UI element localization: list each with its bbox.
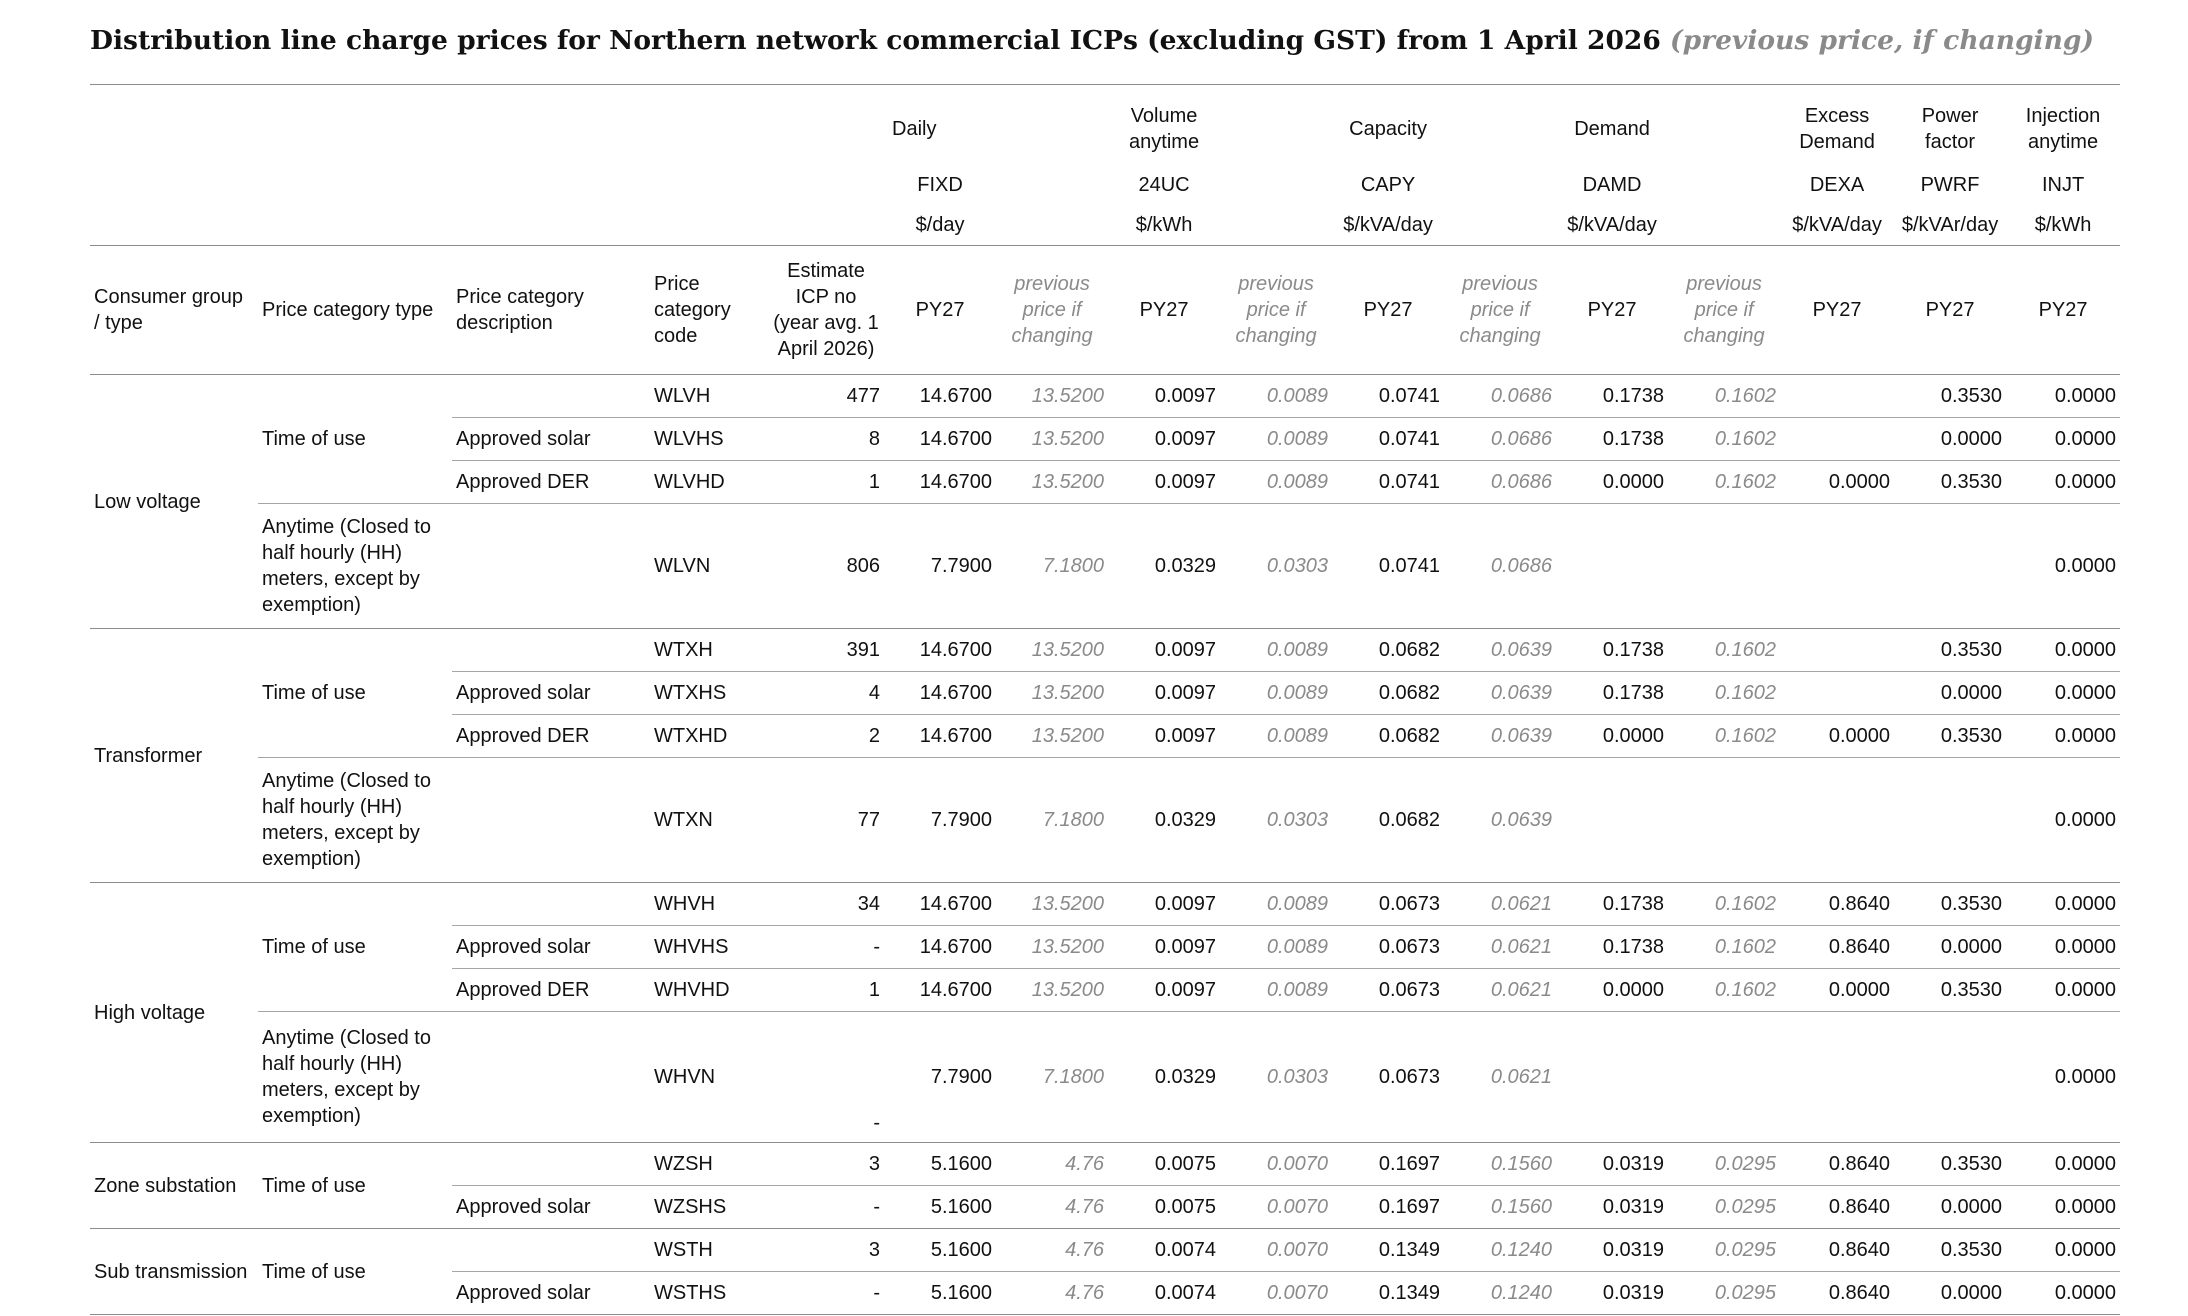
capacity-prev-cell: 0.0621 (1444, 883, 1556, 926)
daily-py27-cell: 7.7900 (884, 1012, 996, 1143)
volume-prev-cell: 0.0089 (1220, 883, 1332, 926)
document-page (90, 20, 2117, 1315)
capacity-py27-cell: 0.0682 (1332, 715, 1444, 758)
inj-py27-cell: 0.0000 (2006, 1143, 2120, 1186)
col-price-category-description: Price category description (456, 286, 584, 334)
demand-py27-cell: 0.0000 (1556, 461, 1668, 504)
volume-prev-cell: 0.0070 (1220, 1229, 1332, 1272)
capacity-prev-cell: 0.1560 (1444, 1143, 1556, 1186)
col-inj-py27: PY27 (2038, 299, 2088, 321)
demand-prev-cell: 0.1602 (1668, 883, 1780, 926)
estimate-icp-cell: 477 (768, 375, 884, 418)
col-daily-py27: PY27 (915, 299, 965, 321)
volume-prev-cell: 0.0089 (1220, 715, 1332, 758)
pf-py27-cell: 0.3530 (1894, 375, 2006, 418)
pf-py27-cell: 0.3530 (1894, 715, 2006, 758)
capacity-prev-cell: 0.0639 (1444, 672, 1556, 715)
price-category-description-cell: Approved solar (452, 1186, 650, 1229)
capacity-py27-cell: 0.0741 (1332, 418, 1444, 461)
demand-py27-cell: 0.0319 (1556, 1272, 1668, 1315)
pf-py27-cell: 0.0000 (1894, 1272, 2006, 1315)
price-category-code-cell: WTXHS (650, 672, 768, 715)
price-category-description-cell (452, 504, 650, 629)
demand-py27-cell: 0.0319 (1556, 1229, 1668, 1272)
volume-prev-cell: 0.0070 (1220, 1143, 1332, 1186)
price-category-description-cell: Approved DER (452, 715, 650, 758)
daily-py27-cell: 5.1600 (884, 1272, 996, 1315)
volume-py27-cell: 0.0097 (1108, 418, 1220, 461)
demand-py27-cell (1556, 758, 1668, 883)
daily-prev-cell: 13.5200 (996, 969, 1108, 1012)
price-category-code-cell: WHVH (650, 883, 768, 926)
pf-py27-cell: 0.3530 (1894, 629, 2006, 672)
header-pf-code: PWRF (1920, 174, 1980, 196)
demand-py27-cell: 0.0000 (1556, 715, 1668, 758)
col-daily-prev: previous price if changing (1011, 273, 1093, 347)
header-excess-unit: $/kVA/day (1792, 214, 1882, 236)
estimate-icp-cell: 8 (768, 418, 884, 461)
excess-py27-cell: 0.0000 (1780, 969, 1894, 1012)
volume-py27-cell: 0.0097 (1108, 672, 1220, 715)
excess-py27-cell (1780, 629, 1894, 672)
header-volume-code: 24UC (1138, 174, 1190, 196)
volume-py27-cell: 0.0075 (1108, 1186, 1220, 1229)
price-category-type-cell: Time of use (258, 375, 452, 504)
estimate-icp-cell: 806 (768, 504, 884, 629)
volume-prev-cell: 0.0070 (1220, 1186, 1332, 1229)
header-inj-name: Injection anytime (2025, 105, 2101, 153)
inj-py27-cell: 0.0000 (2006, 1012, 2120, 1143)
volume-prev-cell: 0.0303 (1220, 1012, 1332, 1143)
capacity-py27-cell: 0.0682 (1332, 629, 1444, 672)
daily-prev-cell: 13.5200 (996, 926, 1108, 969)
title-main: Distribution line charge prices for Northern network commercial ICPs (excluding GST) from 1 April 2026 (90, 25, 1661, 56)
consumer-group-cell: Zone substation (90, 1143, 258, 1229)
pf-py27-cell: 0.3530 (1894, 1143, 2006, 1186)
daily-py27-cell: 14.6700 (884, 418, 996, 461)
volume-py27-cell: 0.0329 (1108, 504, 1220, 629)
volume-py27-cell: 0.0097 (1108, 629, 1220, 672)
estimate-icp-cell: 2 (768, 715, 884, 758)
excess-py27-cell: 0.8640 (1780, 883, 1894, 926)
price-category-code-cell: WHVHD (650, 969, 768, 1012)
excess-py27-cell (1780, 1012, 1894, 1143)
inj-py27-cell: 0.0000 (2006, 461, 2120, 504)
inj-py27-cell: 0.0000 (2006, 1272, 2120, 1315)
header-code-row (90, 165, 2120, 205)
inj-py27-cell: 0.0000 (2006, 504, 2120, 629)
table-body (90, 375, 2120, 1315)
daily-prev-cell: 7.1800 (996, 758, 1108, 883)
inj-py27-cell: 0.0000 (2006, 715, 2120, 758)
estimate-icp-cell: 3 (768, 1143, 884, 1186)
price-category-code-cell: WSTHS (650, 1272, 768, 1315)
col-pf-py27: PY27 (1925, 299, 1975, 321)
volume-py27-cell: 0.0097 (1108, 715, 1220, 758)
estimate-icp-cell: 34 (768, 883, 884, 926)
consumer-group-cell: High voltage (90, 883, 258, 1143)
demand-py27-cell: 0.0000 (1556, 969, 1668, 1012)
demand-prev-cell: 0.1602 (1668, 461, 1780, 504)
demand-py27-cell: 0.1738 (1556, 926, 1668, 969)
header-volume-unit: $/kWh (1135, 214, 1193, 236)
price-category-type-cell: Time of use (258, 1229, 452, 1315)
demand-prev-cell: 0.1602 (1668, 969, 1780, 1012)
price-category-code-cell: WHVN (650, 1012, 768, 1143)
estimate-icp-cell: 391 (768, 629, 884, 672)
price-category-code-cell: WSTH (650, 1229, 768, 1272)
inj-py27-cell: 0.0000 (2006, 1229, 2120, 1272)
demand-py27-cell: 0.1738 (1556, 883, 1668, 926)
price-category-code-cell: WLVH (650, 375, 768, 418)
excess-py27-cell: 0.8640 (1780, 1229, 1894, 1272)
daily-py27-cell: 14.6700 (884, 883, 996, 926)
consumer-group-cell: Transformer (90, 629, 258, 883)
price-table (90, 84, 2120, 1315)
estimate-icp-cell: - (768, 1272, 884, 1315)
capacity-prev-cell: 0.0639 (1444, 758, 1556, 883)
pf-py27-cell: 0.0000 (1894, 672, 2006, 715)
excess-py27-cell (1780, 418, 1894, 461)
header-daily-unit: $/day (915, 214, 965, 236)
table-row (90, 1143, 2120, 1186)
volume-py27-cell: 0.0097 (1108, 926, 1220, 969)
demand-prev-cell: 0.0295 (1668, 1186, 1780, 1229)
daily-py27-cell: 14.6700 (884, 672, 996, 715)
volume-prev-cell: 0.0089 (1220, 461, 1332, 504)
demand-py27-cell: 0.1738 (1556, 672, 1668, 715)
excess-py27-cell: 0.8640 (1780, 926, 1894, 969)
capacity-prev-cell: 0.0621 (1444, 1012, 1556, 1143)
inj-py27-cell: 0.0000 (2006, 375, 2120, 418)
price-category-description-cell (452, 1229, 650, 1272)
pf-py27-cell: 0.0000 (1894, 926, 2006, 969)
pf-py27-cell: 0.3530 (1894, 969, 2006, 1012)
estimate-icp-cell: 1 (768, 461, 884, 504)
header-volume-name: Volume anytime (1129, 105, 1200, 153)
capacity-py27-cell: 0.1697 (1332, 1143, 1444, 1186)
volume-py27-cell: 0.0329 (1108, 758, 1220, 883)
col-price-category-type: Price category type (262, 299, 434, 321)
daily-py27-cell: 14.6700 (884, 969, 996, 1012)
daily-py27-cell: 5.1600 (884, 1186, 996, 1229)
capacity-prev-cell: 0.1240 (1444, 1229, 1556, 1272)
excess-py27-cell: 0.0000 (1780, 461, 1894, 504)
price-category-code-cell: WTXHD (650, 715, 768, 758)
volume-prev-cell: 0.0303 (1220, 758, 1332, 883)
header-pf-unit: $/kVAr/day (1901, 214, 1999, 236)
inj-py27-cell: 0.0000 (2006, 883, 2120, 926)
capacity-py27-cell: 0.0673 (1332, 926, 1444, 969)
table-row (90, 758, 2120, 883)
title-prev-note: (previous price, if changing) (1670, 25, 2094, 56)
capacity-py27-cell: 0.0682 (1332, 758, 1444, 883)
volume-prev-cell: 0.0303 (1220, 504, 1332, 629)
price-category-description-cell: Approved solar (452, 672, 650, 715)
estimate-icp-cell: - (768, 1186, 884, 1229)
estimate-icp-cell: 77 (768, 758, 884, 883)
daily-prev-cell: 7.1800 (996, 1012, 1108, 1143)
price-category-description-cell (452, 629, 650, 672)
daily-prev-cell: 4.76 (996, 1272, 1108, 1315)
header-name-row (90, 85, 2120, 166)
capacity-prev-cell: 0.0686 (1444, 461, 1556, 504)
price-category-code-cell: WHVHS (650, 926, 768, 969)
price-category-description-cell: Approved solar (452, 1272, 650, 1315)
daily-py27-cell: 14.6700 (884, 715, 996, 758)
demand-py27-cell: 0.1738 (1556, 418, 1668, 461)
excess-py27-cell (1780, 672, 1894, 715)
inj-py27-cell: 0.0000 (2006, 672, 2120, 715)
capacity-py27-cell: 0.0673 (1332, 1012, 1444, 1143)
demand-prev-cell: 0.1602 (1668, 715, 1780, 758)
pf-py27-cell: 0.0000 (1894, 418, 2006, 461)
daily-prev-cell: 4.76 (996, 1229, 1108, 1272)
table-row (90, 375, 2120, 418)
pf-py27-cell: 0.0000 (1894, 1186, 2006, 1229)
daily-py27-cell: 7.7900 (884, 504, 996, 629)
page-title (90, 20, 2100, 62)
demand-prev-cell: 0.1602 (1668, 926, 1780, 969)
price-category-code-cell: WLVN (650, 504, 768, 629)
pf-py27-cell: 0.3530 (1894, 883, 2006, 926)
table-row (90, 1229, 2120, 1272)
volume-prev-cell: 0.0089 (1220, 629, 1332, 672)
volume-prev-cell: 0.0070 (1220, 1272, 1332, 1315)
capacity-py27-cell: 0.1349 (1332, 1272, 1444, 1315)
estimate-icp-cell: 1 (768, 969, 884, 1012)
daily-prev-cell: 13.5200 (996, 461, 1108, 504)
header-column-row (90, 246, 2120, 375)
pf-py27-cell: 0.3530 (1894, 1229, 2006, 1272)
estimate-icp-cell: 3 (768, 1229, 884, 1272)
capacity-prev-cell: 0.0686 (1444, 418, 1556, 461)
capacity-prev-cell: 0.1240 (1444, 1272, 1556, 1315)
header-capacity-name: Capacity (1349, 118, 1427, 140)
price-category-type-cell: Time of use (258, 1143, 452, 1229)
col-capacity-py27: PY27 (1363, 299, 1413, 321)
col-volume-prev: previous price if changing (1235, 273, 1317, 347)
daily-py27-cell: 7.7900 (884, 758, 996, 883)
price-category-code-cell: WLVHD (650, 461, 768, 504)
daily-prev-cell: 13.5200 (996, 715, 1108, 758)
demand-py27-cell: 0.1738 (1556, 629, 1668, 672)
demand-py27-cell (1556, 1012, 1668, 1143)
volume-py27-cell: 0.0074 (1108, 1229, 1220, 1272)
volume-py27-cell: 0.0097 (1108, 883, 1220, 926)
demand-py27-cell: 0.1738 (1556, 375, 1668, 418)
capacity-prev-cell: 0.0621 (1444, 969, 1556, 1012)
pf-py27-cell (1894, 504, 2006, 629)
price-category-description-cell (452, 1012, 650, 1143)
capacity-py27-cell: 0.0741 (1332, 375, 1444, 418)
header-daily-name: Daily (892, 118, 937, 140)
col-price-category-code: Price category code (654, 273, 731, 347)
header-inj-code: INJT (2041, 174, 2085, 196)
col-demand-py27: PY27 (1587, 299, 1637, 321)
table-row (90, 883, 2120, 926)
volume-py27-cell: 0.0097 (1108, 375, 1220, 418)
capacity-prev-cell: 0.0639 (1444, 629, 1556, 672)
header-daily-code: FIXD (917, 174, 963, 196)
volume-py27-cell: 0.0074 (1108, 1272, 1220, 1315)
header-excess-name: Excess Demand (1799, 105, 1875, 153)
demand-py27-cell: 0.0319 (1556, 1143, 1668, 1186)
capacity-prev-cell: 0.0686 (1444, 375, 1556, 418)
price-category-type-cell: Anytime (Closed to half hourly (HH) meters, except by exemption) (258, 504, 452, 629)
demand-prev-cell: 0.0295 (1668, 1229, 1780, 1272)
daily-py27-cell: 14.6700 (884, 375, 996, 418)
price-category-code-cell: WLVHS (650, 418, 768, 461)
capacity-py27-cell: 0.1697 (1332, 1186, 1444, 1229)
price-category-code-cell: WTXN (650, 758, 768, 883)
price-category-description-cell (452, 375, 650, 418)
volume-prev-cell: 0.0089 (1220, 418, 1332, 461)
excess-py27-cell (1780, 504, 1894, 629)
excess-py27-cell: 0.8640 (1780, 1143, 1894, 1186)
demand-prev-cell (1668, 504, 1780, 629)
estimate-icp-cell: - (768, 926, 884, 969)
capacity-prev-cell: 0.0639 (1444, 715, 1556, 758)
price-category-code-cell: WTXH (650, 629, 768, 672)
capacity-prev-cell: 0.0621 (1444, 926, 1556, 969)
demand-prev-cell: 0.0295 (1668, 1272, 1780, 1315)
price-category-description-cell: Approved DER (452, 969, 650, 1012)
capacity-py27-cell: 0.1349 (1332, 1229, 1444, 1272)
header-capacity-unit: $/kVA/day (1343, 214, 1433, 236)
daily-prev-cell: 13.5200 (996, 629, 1108, 672)
col-capacity-prev: previous price if changing (1459, 273, 1541, 347)
col-estimate-icp: Estimate ICP no (year avg. 1 April 2026) (773, 260, 879, 360)
excess-py27-cell: 0.8640 (1780, 1186, 1894, 1229)
volume-prev-cell: 0.0089 (1220, 969, 1332, 1012)
daily-py27-cell: 14.6700 (884, 629, 996, 672)
price-category-description-cell: Approved DER (452, 461, 650, 504)
price-category-description-cell: Approved solar (452, 418, 650, 461)
inj-py27-cell: 0.0000 (2006, 969, 2120, 1012)
demand-prev-cell: 0.1602 (1668, 629, 1780, 672)
inj-py27-cell: 0.0000 (2006, 418, 2120, 461)
pf-py27-cell (1894, 758, 2006, 883)
pf-py27-cell: 0.3530 (1894, 461, 2006, 504)
capacity-py27-cell: 0.0741 (1332, 504, 1444, 629)
price-category-type-cell: Anytime (Closed to half hourly (HH) meters, except by exemption) (258, 1012, 452, 1143)
daily-py27-cell: 14.6700 (884, 926, 996, 969)
header-unit-row (90, 205, 2120, 246)
demand-py27-cell (1556, 504, 1668, 629)
volume-py27-cell: 0.0097 (1108, 969, 1220, 1012)
price-category-code-cell: WZSHS (650, 1186, 768, 1229)
volume-py27-cell: 0.0097 (1108, 461, 1220, 504)
header-demand-code: DAMD (1582, 174, 1642, 196)
demand-prev-cell: 0.1602 (1668, 672, 1780, 715)
demand-prev-cell: 0.1602 (1668, 375, 1780, 418)
header-demand-name: Demand (1574, 118, 1650, 140)
demand-prev-cell (1668, 1012, 1780, 1143)
demand-prev-cell (1668, 758, 1780, 883)
capacity-prev-cell: 0.0686 (1444, 504, 1556, 629)
inj-py27-cell: 0.0000 (2006, 758, 2120, 883)
demand-py27-cell: 0.0319 (1556, 1186, 1668, 1229)
estimate-icp-cell: - (768, 1012, 884, 1143)
volume-prev-cell: 0.0089 (1220, 926, 1332, 969)
estimate-icp-cell: 4 (768, 672, 884, 715)
table-row (90, 504, 2120, 629)
col-volume-py27: PY27 (1139, 299, 1189, 321)
consumer-group-cell: Sub transmission (90, 1229, 258, 1315)
table-row (90, 1012, 2120, 1143)
daily-py27-cell: 5.1600 (884, 1229, 996, 1272)
daily-prev-cell: 4.76 (996, 1143, 1108, 1186)
price-category-type-cell: Anytime (Closed to half hourly (HH) meters, except by exemption) (258, 758, 452, 883)
price-category-code-cell: WZSH (650, 1143, 768, 1186)
col-consumer-group: Consumer group / type (94, 286, 243, 334)
inj-py27-cell: 0.0000 (2006, 629, 2120, 672)
excess-py27-cell: 0.8640 (1780, 1272, 1894, 1315)
daily-prev-cell: 13.5200 (996, 883, 1108, 926)
price-category-description-cell (452, 883, 650, 926)
price-category-type-cell: Time of use (258, 629, 452, 758)
daily-prev-cell: 7.1800 (996, 504, 1108, 629)
header-inj-unit: $/kWh (2034, 214, 2092, 236)
price-category-type-cell: Time of use (258, 883, 452, 1012)
daily-py27-cell: 5.1600 (884, 1143, 996, 1186)
volume-prev-cell: 0.0089 (1220, 375, 1332, 418)
price-category-description-cell: Approved solar (452, 926, 650, 969)
volume-py27-cell: 0.0075 (1108, 1143, 1220, 1186)
demand-prev-cell: 0.1602 (1668, 418, 1780, 461)
daily-prev-cell: 13.5200 (996, 672, 1108, 715)
inj-py27-cell: 0.0000 (2006, 1186, 2120, 1229)
col-demand-prev: previous price if changing (1683, 273, 1765, 347)
capacity-py27-cell: 0.0673 (1332, 883, 1444, 926)
header-excess-code: DEXA (1809, 174, 1865, 196)
demand-prev-cell: 0.0295 (1668, 1143, 1780, 1186)
price-category-description-cell (452, 1143, 650, 1186)
price-category-description-cell (452, 758, 650, 883)
table-row (90, 629, 2120, 672)
daily-prev-cell: 13.5200 (996, 418, 1108, 461)
daily-prev-cell: 13.5200 (996, 375, 1108, 418)
header-capacity-code: CAPY (1360, 174, 1416, 196)
volume-prev-cell: 0.0089 (1220, 672, 1332, 715)
excess-py27-cell (1780, 375, 1894, 418)
excess-py27-cell (1780, 758, 1894, 883)
volume-py27-cell: 0.0329 (1108, 1012, 1220, 1143)
inj-py27-cell: 0.0000 (2006, 926, 2120, 969)
consumer-group-cell: Low voltage (90, 375, 258, 629)
capacity-prev-cell: 0.1560 (1444, 1186, 1556, 1229)
excess-py27-cell: 0.0000 (1780, 715, 1894, 758)
capacity-py27-cell: 0.0741 (1332, 461, 1444, 504)
daily-prev-cell: 4.76 (996, 1186, 1108, 1229)
header-demand-unit: $/kVA/day (1567, 214, 1657, 236)
capacity-py27-cell: 0.0682 (1332, 672, 1444, 715)
col-excess-py27: PY27 (1812, 299, 1862, 321)
header-pf-name: Power factor (1921, 105, 1979, 153)
pf-py27-cell (1894, 1012, 2006, 1143)
capacity-py27-cell: 0.0673 (1332, 969, 1444, 1012)
daily-py27-cell: 14.6700 (884, 461, 996, 504)
